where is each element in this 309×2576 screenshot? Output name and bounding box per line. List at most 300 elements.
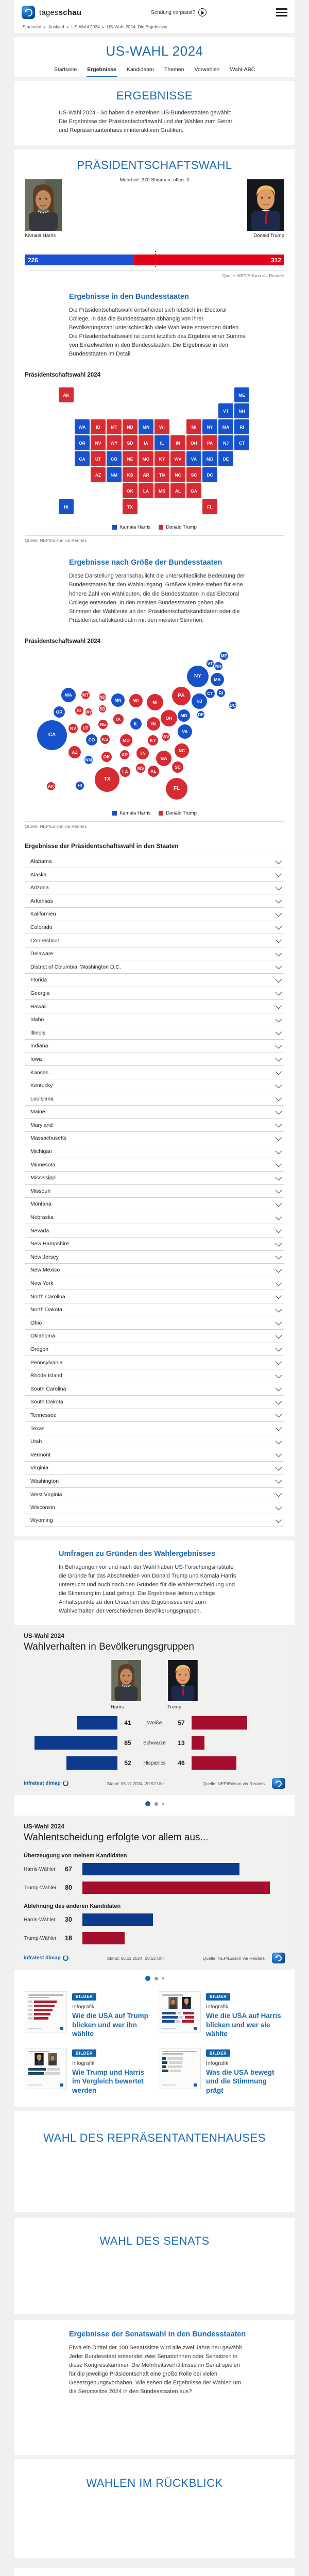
state-bubble-FL[interactable]: FL <box>166 778 187 800</box>
state-tile-MO[interactable]: MO <box>139 451 153 466</box>
state-accordion-row[interactable] <box>25 1250 284 1264</box>
chevron-down-icon <box>276 1371 282 1378</box>
chevron-down-icon <box>276 1213 282 1220</box>
state-tile-TX[interactable]: TX <box>123 499 138 514</box>
state-bubble-NE[interactable]: NE <box>98 720 108 729</box>
breadcrumb-separator: ▸ <box>66 24 69 29</box>
state-bubble-LA[interactable]: LA <box>120 767 130 777</box>
chevron-down-icon <box>276 1279 282 1286</box>
us-states-winner-map[interactable] <box>25 385 284 518</box>
bilder-badge: BILDER <box>206 2049 230 2057</box>
majority-marker <box>155 251 156 267</box>
state-accordion-row[interactable] <box>25 868 284 881</box>
state-bubble-MO[interactable]: MO <box>120 734 132 747</box>
state-bubble-OK[interactable]: OK <box>101 752 112 762</box>
state-accordion-row[interactable] <box>25 1461 284 1475</box>
state-bubble-MI[interactable]: MI <box>147 694 163 710</box>
category-label: Schwarze <box>143 1740 166 1746</box>
state-tile-WY[interactable]: WY <box>107 435 122 450</box>
infografik-teaser[interactable] <box>25 2048 150 2095</box>
state-bubble-NY[interactable]: NY <box>187 666 209 687</box>
state-accordion-row[interactable] <box>25 960 284 973</box>
state-name: North Carolina <box>30 1293 65 1300</box>
harris-name-label: Kamala Harris <box>25 233 56 239</box>
state-accordion-row[interactable] <box>25 1039 284 1053</box>
chevron-down-icon <box>276 1464 282 1471</box>
state-tile-AK[interactable]: AK <box>59 387 74 402</box>
harris-votes-bar: 226 <box>25 255 134 265</box>
state-accordion-row[interactable] <box>25 1369 284 1382</box>
state-name: Idaho <box>30 1016 44 1023</box>
state-name: Illinois <box>30 1029 46 1036</box>
state-bubble-CT[interactable]: CT <box>205 689 215 698</box>
state-tile-NM[interactable]: NM <box>107 467 122 482</box>
senat-heading: WAHL DES SENATS <box>99 2234 210 2247</box>
carousel-dot[interactable] <box>154 1802 158 1806</box>
state-bubble-AL[interactable]: AL <box>148 766 159 777</box>
chevron-down-icon <box>276 1055 282 1062</box>
map-legend <box>25 524 284 530</box>
state-bubble-TX[interactable]: TX <box>95 767 119 792</box>
state-tile-MS[interactable]: MS <box>154 483 169 498</box>
carousel-dot-active[interactable] <box>145 1976 150 1981</box>
senatswahl-text: Etwa ein Drittel der 100 Senatssitze wird alle zwei Jahre neu gewählt. Jeder Bundesstaat entsendet zwei Senatorinnen oder Senatoren in diese Kongresskammer. Die Mehrheitsverhältnisse im Senat spielen für die jeweilige Präsidentschaft eine große Rolle bei vielen Gesetzgebungsvorhaben. Wie sehen die Ergebnisse der Wahlen um die Senatssitze 2024 in den Bundesstaaten aus? <box>69 2344 244 2395</box>
trump-value: 13 <box>178 1739 185 1747</box>
state-bubble-ME[interactable]: ME <box>220 652 228 660</box>
state-bubble-IN[interactable]: IN <box>147 717 160 731</box>
chevron-down-icon <box>276 871 282 877</box>
state-bubble-TN[interactable]: TN <box>136 747 149 759</box>
state-bubble-MT[interactable]: MT <box>81 691 90 699</box>
state-name: Oklahoma <box>30 1333 55 1340</box>
chevron-down-icon <box>276 1174 282 1180</box>
state-tile-IL[interactable]: IL <box>154 435 169 450</box>
bilder-badge: BILDER <box>206 1993 230 2001</box>
state-bubble-AR[interactable]: AR <box>120 750 129 759</box>
state-tile-WV[interactable]: WV <box>170 451 185 466</box>
carousel-dot[interactable] <box>162 1977 164 1979</box>
state-accordion-row[interactable] <box>25 1421 284 1435</box>
state-tile-MT[interactable]: MT <box>107 419 122 434</box>
infografik-teaser[interactable] <box>159 2048 284 2095</box>
state-bubble-UT[interactable]: UT <box>81 723 90 733</box>
state-bubble-NM[interactable]: NM <box>84 756 93 764</box>
hbar-row-harris-wähler <box>24 1913 285 1926</box>
state-accordion-row[interactable] <box>25 1092 284 1105</box>
teaser-title-link[interactable]: Wie die USA auf Trump blicken und wer ihn wählte <box>72 2012 148 2038</box>
repraesentantenhaus-card <box>14 2111 295 2212</box>
chevron-down-icon <box>276 1398 282 1405</box>
state-bubble-GA[interactable]: GA <box>156 751 171 766</box>
state-bubble-SD[interactable]: SD <box>99 706 106 711</box>
state-tile-DE[interactable]: DE <box>218 451 233 466</box>
state-accordion-row[interactable] <box>25 1105 284 1118</box>
state-accordion-row[interactable] <box>25 1145 284 1158</box>
trump-bar <box>192 1736 204 1750</box>
state-accordion-row[interactable] <box>25 1475 284 1488</box>
state-name: Missouri <box>30 1188 51 1194</box>
state-bubble-AK[interactable]: AK <box>47 782 55 790</box>
teaser-thumbnail[interactable] <box>25 1991 67 2032</box>
state-results-accordion-heading: Ergebnisse der Präsidentschaftswahl in den Staaten <box>25 842 179 850</box>
state-tile-MN[interactable]: MN <box>139 419 153 434</box>
tornado-row-schwarze <box>24 1736 285 1750</box>
breadcrumb <box>22 22 287 33</box>
state-bubble-SC[interactable]: SC <box>172 761 183 773</box>
state-bubble-AZ[interactable]: AZ <box>68 746 81 758</box>
state-tile-AL[interactable]: AL <box>170 483 185 498</box>
teaser-title-link[interactable]: Was die USA bewegt und die Stimmung prägt <box>206 2068 274 2094</box>
breadcrumb-item[interactable]: US-Wahl 2024 <box>71 24 100 29</box>
state-tile-UT[interactable]: UT <box>91 451 106 466</box>
play-icon[interactable] <box>198 8 207 16</box>
rueckblick-heading: WAHLEN IM RÜCKBLICK <box>86 2476 223 2489</box>
carousel-dot[interactable] <box>162 1803 164 1805</box>
teaser-thumbnail[interactable] <box>159 1991 201 2032</box>
state-bubble-MS[interactable]: MS <box>136 764 145 773</box>
state-accordion-row[interactable] <box>25 1329 284 1343</box>
state-bubble-RI[interactable]: RI <box>217 689 225 697</box>
state-accordion-row[interactable] <box>25 921 284 934</box>
state-bubble-OH[interactable]: OH <box>161 710 177 726</box>
state-accordion-row[interactable] <box>25 1303 284 1316</box>
teaser-kicker: Infografik <box>72 2004 95 2010</box>
state-bubble-MA[interactable]: MA <box>211 673 224 686</box>
state-accordion-row[interactable] <box>25 1382 284 1395</box>
state-accordion-row[interactable] <box>25 1355 284 1369</box>
breadcrumb-item[interactable]: Ausland <box>48 24 64 29</box>
tab-vorwahlen[interactable]: Vorwahlen <box>194 66 220 73</box>
state-bubble-VA[interactable]: VA <box>178 724 192 739</box>
state-bubble-NV[interactable]: NV <box>68 724 78 733</box>
state-tile-NH[interactable]: NH <box>234 403 249 418</box>
state-bubble-WI[interactable]: WI <box>129 694 143 707</box>
state-bubble-HI[interactable]: HI <box>76 782 84 790</box>
site-footer <box>14 2568 295 2576</box>
chevron-down-icon <box>276 884 282 890</box>
electoral-votes-bubble-map[interactable] <box>25 650 284 804</box>
chevron-down-icon <box>276 1319 282 1326</box>
chevron-down-icon <box>276 1503 282 1510</box>
state-tile-OH[interactable]: OH <box>186 435 201 450</box>
chevron-down-icon <box>276 1147 282 1154</box>
state-bubble-CA[interactable]: CA <box>37 720 67 750</box>
state-bubble-OR[interactable]: OR <box>54 706 65 718</box>
chevron-down-icon <box>276 1359 282 1365</box>
missed-broadcast-link[interactable]: Sendung verpasst? <box>150 9 196 15</box>
state-tile-NY[interactable]: NY <box>202 419 217 434</box>
state-bubble-KY[interactable]: KY <box>148 735 158 745</box>
teaser-title-link[interactable]: Wie Trump und Harris im Vergleich bewertet werden <box>72 2068 145 2094</box>
tab-startseite[interactable]: Startseite <box>54 66 77 73</box>
state-tile-AR[interactable]: AR <box>139 467 153 482</box>
state-tile-KY[interactable]: KY <box>154 451 169 466</box>
teaser-title-link[interactable]: Wie die USA auf Harris blicken und wer sie wählte <box>206 2012 281 2038</box>
state-name: Tennessee <box>30 1412 57 1418</box>
chevron-down-icon <box>276 950 282 956</box>
state-accordion-row[interactable] <box>25 1316 284 1329</box>
trump-value: 46 <box>178 1759 185 1767</box>
bar <box>82 1882 270 1894</box>
teaser-thumbnail[interactable] <box>159 2048 201 2089</box>
chevron-down-icon <box>276 1345 282 1352</box>
harris-photo <box>25 179 62 231</box>
chevron-down-icon <box>276 1015 282 1022</box>
trump-name-label: Donald Trump <box>253 233 284 239</box>
state-accordion-row[interactable] <box>25 1237 284 1250</box>
state-tile-WA[interactable]: WA <box>75 419 90 434</box>
state-accordion-row[interactable] <box>25 1501 284 1514</box>
tab-wahl-abc[interactable]: Wahl-ABC <box>230 66 255 73</box>
chevron-down-icon <box>276 1121 282 1128</box>
site-header <box>14 0 295 33</box>
state-tile-HI[interactable]: HI <box>59 499 74 514</box>
state-tile-LA[interactable]: LA <box>139 483 153 498</box>
state-name: Maine <box>30 1109 45 1115</box>
state-accordion-row[interactable] <box>25 1197 284 1211</box>
state-bubble-CO[interactable]: CO <box>86 734 97 745</box>
state-bubble-WY[interactable]: WY <box>85 709 92 715</box>
state-accordion-row[interactable] <box>25 1409 284 1422</box>
state-accordion-row[interactable] <box>25 1065 284 1079</box>
state-tile-ME[interactable]: ME <box>234 387 249 402</box>
chevron-down-icon <box>276 1227 282 1233</box>
state-accordion-row[interactable] <box>25 1277 284 1290</box>
state-name: New Hampshire <box>30 1241 69 1247</box>
senatswahl-heading: Ergebnisse der Senatswahl in den Bundesstaaten <box>69 2330 246 2338</box>
state-bubble-WA[interactable]: WA <box>61 688 76 702</box>
chart-title: Wahlentscheidung erfolgte vor allem aus... <box>24 1832 209 1843</box>
state-name: Minnesota <box>30 1161 56 1168</box>
state-accordion-row[interactable] <box>25 855 284 868</box>
state-tile-CO[interactable]: CO <box>107 451 122 466</box>
praesidentschaftswahl-heading: PRÄSIDENTSCHAFTSWAHL <box>77 159 232 172</box>
state-tile-ID[interactable]: ID <box>91 419 106 434</box>
state-name: Wisconsin <box>30 1504 55 1511</box>
chevron-down-icon <box>276 1240 282 1246</box>
ergebnisse-intro-text: US-Wahl 2024 - So haben die einzelnen US-Bundesstaaten gewählt: Die Ergebnisse der Präsidentschaftswahl und der Wahlen zum Senat und Repräsentantenhaus in interaktiven Grafiken. <box>59 110 232 134</box>
chart-stand: Stand: 06.11.2024, 20:52 Uhr <box>107 1781 164 1786</box>
breadcrumb-item[interactable]: US-Wahl 2024: Die Ergebnisse <box>107 24 167 29</box>
bilder-badge: BILDER <box>72 1993 96 2001</box>
state-tile-DC[interactable]: DC <box>202 467 217 482</box>
state-accordion-row[interactable] <box>25 1435 284 1448</box>
state-name: South Carolina <box>30 1385 66 1392</box>
state-bubble-IA[interactable]: IA <box>113 714 124 724</box>
state-name: Florida <box>30 977 47 984</box>
legend-item <box>159 810 197 816</box>
chevron-down-icon <box>276 1253 282 1260</box>
state-accordion-row[interactable] <box>25 907 284 921</box>
chevron-down-icon <box>276 1042 282 1049</box>
state-name: Washington <box>30 1478 59 1484</box>
state-tile-IA[interactable]: IA <box>139 435 153 450</box>
state-name: West Virginia <box>30 1491 62 1498</box>
state-accordion-row[interactable] <box>25 1118 284 1132</box>
infografik-teaser-grid <box>14 1991 295 2095</box>
state-tile-OK[interactable]: OK <box>123 483 138 498</box>
bar-value: 30 <box>65 1916 72 1924</box>
state-bubble-IL[interactable]: IL <box>130 718 142 730</box>
chevron-down-icon <box>276 897 282 904</box>
state-name: Kansas <box>30 1069 49 1076</box>
bar <box>82 1863 239 1875</box>
state-tile-VA[interactable]: VA <box>186 451 201 466</box>
state-bubble-PA[interactable]: PA <box>172 687 191 705</box>
tab-themen[interactable]: Themen <box>164 66 184 73</box>
state-tile-IN[interactable]: IN <box>170 435 185 450</box>
trump-votes-bar: 312 <box>134 255 284 265</box>
state-tile-MA[interactable]: MA <box>218 419 233 434</box>
chart-kicker: US-Wahl 2024 <box>24 1632 64 1640</box>
state-accordion-row[interactable] <box>25 1263 284 1277</box>
state-tile-VT[interactable]: VT <box>218 403 233 418</box>
state-tile-AZ[interactable]: AZ <box>91 467 106 482</box>
chevron-down-icon <box>276 1516 282 1523</box>
state-tile-NC[interactable]: NC <box>170 467 185 482</box>
chevron-down-icon <box>276 1332 282 1339</box>
category-label: Hispanics <box>143 1760 166 1766</box>
state-name: Rhode Island <box>30 1372 62 1379</box>
chart-footer <box>24 1778 285 1789</box>
bar-value: 67 <box>65 1866 72 1873</box>
electoral-result-header <box>25 177 284 238</box>
state-tile-NE[interactable]: NE <box>123 451 138 466</box>
state-accordion-row[interactable] <box>25 1026 284 1039</box>
state-name: New Jersey <box>30 1253 59 1260</box>
state-accordion-row[interactable] <box>25 1171 284 1184</box>
teaser-thumbnail[interactable] <box>25 2048 67 2089</box>
state-accordion-row[interactable] <box>25 1224 284 1237</box>
state-tile-MD[interactable]: MD <box>202 451 217 466</box>
state-accordion-row[interactable] <box>25 1184 284 1198</box>
tab-ergebnisse[interactable]: Ergebnisse <box>87 64 117 77</box>
bundesstaaten-heading: Ergebnisse in den Bundesstaaten <box>69 293 189 301</box>
legend-label: Kamala Harris <box>119 524 151 531</box>
state-name: Colorado <box>30 924 53 930</box>
state-tile-OR[interactable]: OR <box>75 435 90 450</box>
state-tile-MI[interactable]: MI <box>186 419 201 434</box>
state-bubble-VT[interactable]: VT <box>207 660 213 666</box>
tab-kandidaten[interactable]: Kandidaten <box>126 66 154 73</box>
legend-item <box>159 524 197 530</box>
state-tile-CA[interactable]: CA <box>75 451 90 466</box>
state-bubble-ND[interactable]: ND <box>99 694 106 700</box>
legend-swatch-icon <box>159 525 163 530</box>
state-accordion-row[interactable] <box>25 1290 284 1303</box>
state-tile-NV[interactable]: NV <box>91 435 106 450</box>
state-bubble-DE[interactable]: DE <box>198 711 204 717</box>
state-bubble-KS[interactable]: KS <box>100 735 110 744</box>
state-accordion-row[interactable] <box>25 894 284 907</box>
infografik-teaser[interactable] <box>25 1991 150 2039</box>
legend-label: Kamala Harris <box>119 810 151 816</box>
state-accordion-row[interactable] <box>25 947 284 960</box>
state-name: Hawaii <box>30 1003 47 1010</box>
demographics-chart <box>14 1625 295 1795</box>
state-bubble-NH[interactable]: NH <box>214 662 222 670</box>
state-accordion-row[interactable] <box>25 1448 284 1461</box>
chart-stand: Stand: 06.11.2024, 20:52 Uhr <box>107 1955 164 1961</box>
state-accordion-row[interactable] <box>25 1053 284 1066</box>
breadcrumb-item[interactable]: Startseite <box>23 24 41 29</box>
state-tile-FL[interactable]: FL <box>202 499 217 514</box>
chevron-down-icon <box>276 1306 282 1312</box>
state-tile-PA[interactable]: PA <box>202 435 217 450</box>
praesidentschaftswahl-card <box>14 149 295 1536</box>
state-accordion-row[interactable] <box>25 1158 284 1171</box>
state-accordion-row[interactable] <box>25 1514 284 1527</box>
infografik-teaser[interactable] <box>159 1991 284 2039</box>
electoral-college-bar <box>25 255 284 265</box>
state-accordion-row[interactable] <box>25 987 284 1000</box>
state-bubble-MD[interactable]: MD <box>178 709 190 722</box>
harris-bar <box>66 1756 117 1770</box>
hamburger-menu-icon[interactable] <box>276 7 287 18</box>
state-tile-CT[interactable]: CT <box>234 435 249 450</box>
state-accordion-row[interactable] <box>25 1131 284 1145</box>
state-tile-ND[interactable]: ND <box>123 419 138 434</box>
state-bubble-MN[interactable]: MN <box>111 693 125 707</box>
state-accordion-row[interactable] <box>25 999 284 1013</box>
state-tile-NJ[interactable]: NJ <box>218 435 233 450</box>
state-bubble-NC[interactable]: NC <box>175 743 189 758</box>
carousel-dots[interactable] <box>14 1976 295 1981</box>
legend-item <box>112 810 150 816</box>
chevron-down-icon <box>276 1451 282 1458</box>
state-tile-SD[interactable]: SD <box>123 435 138 450</box>
state-bubble-ID[interactable]: ID <box>75 706 83 715</box>
state-accordion-row[interactable] <box>25 1079 284 1092</box>
tagesschau-logo-icon[interactable] <box>22 6 35 19</box>
state-tile-KS[interactable]: KS <box>123 467 138 482</box>
state-tile-RI[interactable]: RI <box>234 419 249 434</box>
state-name: Michigan <box>30 1148 53 1155</box>
state-accordion-row[interactable] <box>25 1013 284 1026</box>
state-accordion-row[interactable] <box>25 934 284 947</box>
tagesschau-wordmark[interactable]: tagesschau <box>39 8 82 17</box>
state-accordion-row[interactable] <box>25 973 284 987</box>
state-results-accordion <box>25 855 284 1527</box>
state-tile-SC[interactable]: SC <box>186 467 201 482</box>
carousel-dots[interactable] <box>14 1801 295 1806</box>
chevron-down-icon <box>276 1293 282 1299</box>
carousel-dot[interactable] <box>154 1977 158 1980</box>
state-bubble-WV[interactable]: WV <box>162 733 170 741</box>
carousel-dot-active[interactable] <box>145 1801 150 1806</box>
groesse-heading: Ergebnisse nach Größe der Bundesstaaten <box>69 558 222 567</box>
state-accordion-row[interactable] <box>25 1211 284 1224</box>
bar-label: Trump-Wähler <box>24 1885 57 1891</box>
state-accordion-row[interactable] <box>25 1343 284 1356</box>
state-name: New York <box>30 1280 54 1286</box>
state-accordion-row[interactable] <box>25 881 284 894</box>
state-accordion-row[interactable] <box>25 1487 284 1501</box>
bar <box>82 1932 125 1944</box>
state-tile-GA[interactable]: GA <box>186 483 201 498</box>
state-tile-TN[interactable]: TN <box>154 467 169 482</box>
ard-logo-icon <box>272 1778 285 1789</box>
state-bubble-DC[interactable]: DC <box>229 702 236 708</box>
harris-bar <box>35 1736 118 1750</box>
state-bubble-NJ[interactable]: NJ <box>192 693 207 709</box>
chart-source: Quelle: NEP/Edison via Reuters <box>202 1781 265 1786</box>
state-accordion-row[interactable] <box>25 1395 284 1409</box>
state-name: North Dakota <box>30 1307 62 1313</box>
teaser-kicker: Infografik <box>206 2004 229 2010</box>
legend-swatch-icon <box>159 811 163 816</box>
state-tile-WI[interactable]: WI <box>154 419 169 434</box>
